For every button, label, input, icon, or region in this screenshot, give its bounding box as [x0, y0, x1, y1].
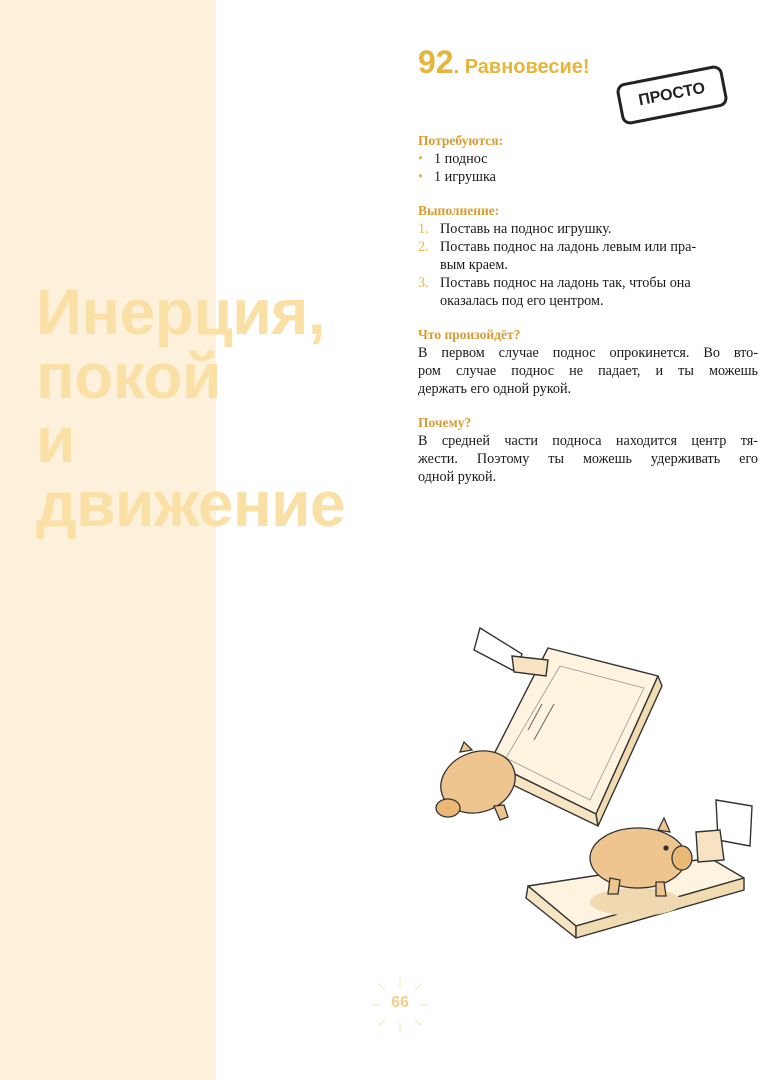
step-number: 2.: [418, 239, 429, 255]
difficulty-stamp: [615, 64, 729, 126]
result-line: держать его одной рукой.: [418, 381, 572, 397]
list-item: [418, 220, 758, 238]
experiment-name: . Равновесие!: [453, 56, 590, 78]
why-title: Почему?: [418, 415, 472, 430]
difficulty-label: ПРОСТО: [637, 79, 707, 110]
step-number: 3.: [418, 275, 429, 291]
side-color-band: [0, 0, 216, 1080]
chapter-title-line: Инерция,: [36, 276, 326, 348]
list-item: [418, 150, 758, 168]
material-item: 1 игрушка: [434, 169, 496, 185]
bullet-icon: •: [418, 169, 423, 185]
materials-title: Потребуются:: [418, 133, 504, 148]
step-text: Поставь на поднос игрушку.: [440, 221, 612, 237]
chapter-title-line: покой: [36, 340, 221, 412]
procedure-title: Выполнение:: [418, 203, 500, 218]
chapter-title-line: движение: [36, 468, 346, 540]
list-item: [418, 238, 758, 274]
material-item: 1 поднос: [434, 151, 488, 167]
result-line: ром случае поднос не падает, и ты можешь: [418, 363, 758, 379]
step-text-line: Поставь поднос на ладонь так, чтобы она: [440, 275, 691, 291]
step-text-line: оказалась под его центром.: [440, 293, 604, 309]
right-hand-drawing: [696, 800, 752, 862]
step-text: [440, 274, 691, 310]
why-line: В средней части подноса находится центр тя-: [418, 433, 758, 449]
why-line: одной рукой.: [418, 469, 497, 485]
left-hand-drawing: [474, 628, 548, 676]
experiment-heading: [418, 44, 590, 81]
result-text: [418, 344, 758, 398]
step-text-line: Поставь поднос на ладонь левым или пра-: [440, 239, 697, 255]
page-number: 66: [391, 994, 409, 1011]
step-number: 1.: [418, 221, 429, 237]
step-text-line: вым краем.: [440, 257, 508, 273]
tilted-tray-drawing: [486, 648, 662, 826]
procedure-steps: [418, 220, 758, 310]
chapter-title: [36, 276, 346, 540]
why-line: жести. Поэтому ты можешь удерживать его: [418, 451, 758, 467]
experiment-number: 92: [418, 44, 454, 80]
list-item: [418, 274, 758, 310]
why-text: [418, 432, 758, 486]
result-line: В первом случае поднос опрокинется. Во вто-: [418, 345, 758, 361]
materials-list: [418, 150, 758, 186]
list-item: [418, 168, 758, 186]
chapter-title-line: и: [36, 404, 75, 476]
result-title: Что произойдёт?: [418, 327, 521, 342]
step-text: [440, 238, 696, 274]
tray-balance-illustration: [420, 620, 760, 960]
bullet-icon: •: [418, 151, 423, 167]
experiment-content: [418, 132, 758, 486]
